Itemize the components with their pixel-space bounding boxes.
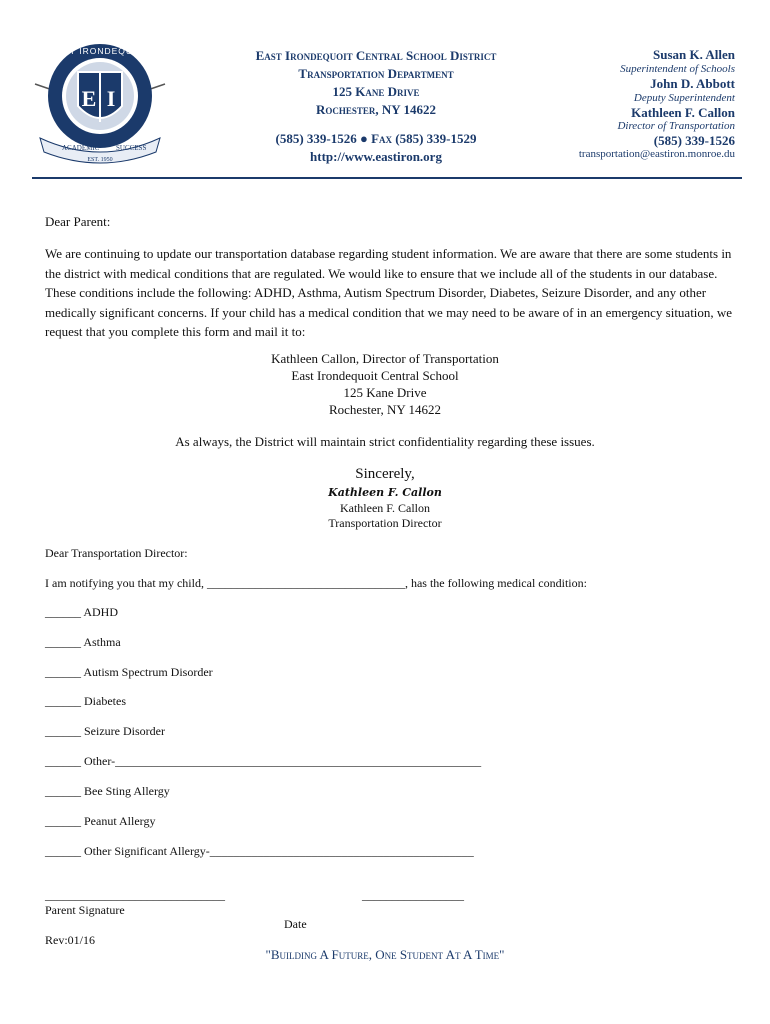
parent-signature-line[interactable]: ______________________________: [45, 888, 225, 902]
footer-motto: "Building A Future, One Student At A Time": [265, 947, 505, 962]
logo-est: EST. 1950: [87, 157, 113, 163]
staff-name-3: Kathleen F. Callon: [631, 105, 735, 120]
letter-salutation: Dear Parent:: [45, 214, 111, 229]
signer-title: Transportation Director: [328, 516, 442, 530]
district-name: East Irondequoit Central School District: [255, 48, 497, 63]
parent-signature-label: Parent Signature: [45, 903, 125, 917]
condition-peanut[interactable]: ______ Peanut Allergy: [45, 814, 156, 828]
condition-other-allergy[interactable]: ______ Other Significant Allergy-____________________________________________: [45, 844, 474, 858]
date-label: Date: [284, 917, 307, 931]
logo-banner-right: SUCCESS: [116, 144, 147, 152]
mailing-address: [30, 350, 740, 418]
date-line[interactable]: _________________: [362, 888, 464, 902]
condition-bee-sting[interactable]: ______ Bee Sting Allergy: [45, 784, 170, 798]
condition-adhd[interactable]: ______ ADHD: [45, 605, 119, 619]
staff-title-1: Superintendent of Schools: [620, 63, 735, 75]
district-seal-logo: [30, 34, 170, 174]
condition-other[interactable]: ______ Other-_____________________________________________________________: [45, 754, 482, 768]
condition-autism[interactable]: ______ Autism Spectrum Disorder: [45, 665, 213, 679]
address-city: Rochester, NY 14622: [316, 102, 436, 117]
staff-name-2: John D. Abbott: [650, 76, 735, 91]
contact-phone: (585) 339-1526: [653, 133, 735, 148]
contact-email[interactable]: transportation@eastiron.monroe.du: [578, 148, 735, 160]
mail-to-line-1: Kathleen Callon, Director of Transportation: [271, 351, 499, 366]
mail-to-line-4: Rochester, NY 14622: [328, 402, 441, 417]
condition-asthma[interactable]: ______ Asthma: [45, 635, 121, 649]
staff-title-2: Deputy Superintendent: [633, 92, 735, 104]
department-name: Transportation Department: [298, 66, 454, 81]
staff-name-1: Susan K. Allen: [652, 47, 735, 62]
form-salutation: Dear Transportation Director:: [45, 546, 188, 560]
condition-seizure[interactable]: ______ Seizure Disorder: [45, 724, 165, 738]
signer-name: Kathleen F. Callon: [339, 501, 431, 515]
letter-paragraph: We are continuing to update our transportation database regarding student information. We are aware that there are some students in the district with medical conditions that are regulated. We would like to ensure that we include all of the students in our database. These conditions include the following: ADHD, Asthma, Autism Spectrum Disorder, Diabetes, Seizure Disorder, and any other medically significant concerns. If your child has a medical condition that we may need to be aware of in an emergency situation, we request that you complete this form and mail it to:: [45, 246, 733, 339]
closing: Sincerely,: [355, 466, 415, 482]
logo-letter-e: E: [81, 86, 97, 111]
staff-title-3: Director of Transportation: [617, 120, 735, 132]
confidentiality-note: As always, the District will maintain strict confidentiality regarding these issues.: [175, 434, 595, 449]
phone-fax: (585) 339-1526 ● Fax (585) 339-1529: [275, 131, 477, 146]
mail-to-line-3: 125 Kane Drive: [343, 385, 427, 400]
revision-label: Rev:01/16: [45, 933, 95, 947]
logo-banner-left: ACADEMIC: [62, 144, 100, 152]
condition-diabetes[interactable]: ______ Diabetes: [45, 694, 126, 708]
header-divider: [32, 177, 742, 179]
notify-line[interactable]: I am notifying you that my child, _________________________________, has the following medical condition:: [45, 576, 587, 590]
mail-to-line-2: East Irondequoit Central School: [291, 368, 459, 383]
logo-letter-i: I: [106, 86, 116, 111]
logo-ring-text: EAST IRONDEQUOIT: [49, 46, 151, 56]
website-link[interactable]: http://www.eastiron.org: [310, 149, 442, 164]
signature-script: Kathleen F. Callon: [328, 486, 442, 499]
address-street: 125 Kane Drive: [332, 84, 420, 99]
